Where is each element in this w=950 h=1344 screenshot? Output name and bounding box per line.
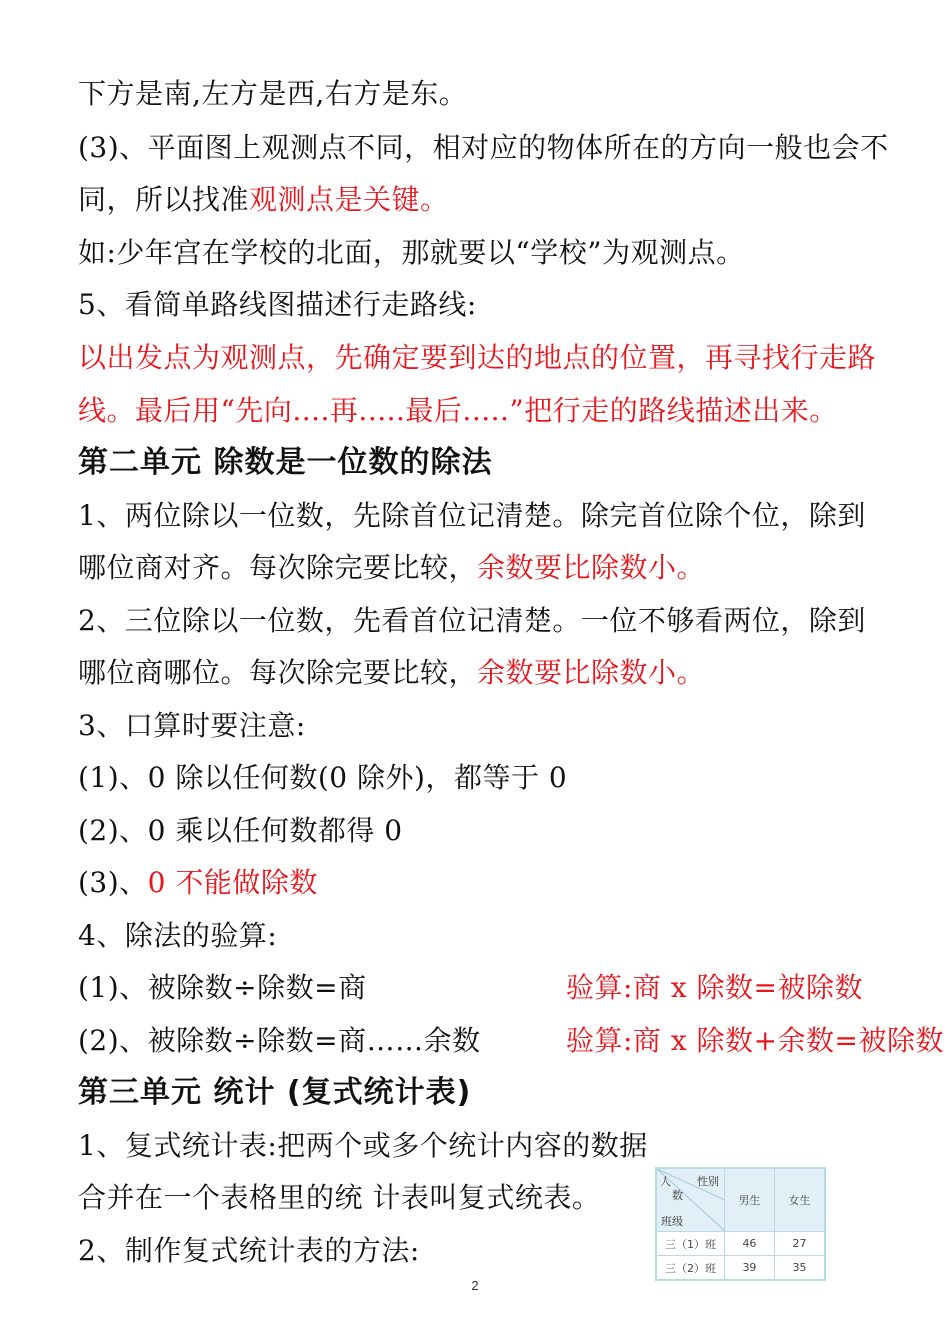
header-class-label: 班级 — [661, 1215, 683, 1228]
text-line: 如:少年宫在学校的北面，那就要以“学校”为观测点。 — [78, 236, 745, 269]
row-label: 三（2）班 — [656, 1256, 724, 1281]
verification-text: 验算:商 x 除数+余数=被除数 — [566, 1024, 944, 1057]
table-cell: 39 — [724, 1256, 774, 1281]
text-line: 3、口算时要注意: — [78, 709, 306, 742]
text-line: (3)、平面图上观测点不同，相对应的物体所在的方向一般也会不 — [78, 131, 889, 164]
table-cell: 27 — [774, 1232, 825, 1256]
text-line: 2、制作复式统计表的方法: — [78, 1234, 420, 1267]
highlight-text: 余数要比除数小。 — [477, 656, 706, 689]
text-line — [78, 1023, 944, 1059]
section-heading: 第二单元 除数是一位数的除法 — [78, 445, 493, 480]
text-line: 下方是南,左方是西,右方是东。 — [78, 77, 468, 110]
highlight-line: 以出发点为观测点，先确定要到达的地点的位置，再寻找行走路 — [78, 341, 877, 374]
header-count-label: 数 — [672, 1189, 683, 1202]
row-label: 三（1）班 — [656, 1232, 724, 1256]
text-segment: (3)、 — [78, 866, 148, 899]
text-line — [78, 182, 449, 218]
highlight-text: 0 不能做除数 — [147, 866, 318, 899]
text-line: 合并在一个表格里的统 计表叫复式统表。 — [78, 1181, 601, 1214]
text-line: 1、两位除以一位数，先除首位记清楚。除完首位除个位，除到 — [78, 499, 866, 532]
text-line — [78, 865, 318, 901]
highlight-text: 观测点是关键。 — [249, 183, 449, 216]
table-cell: 46 — [724, 1232, 774, 1256]
column-header-girls: 女生 — [774, 1168, 825, 1232]
text-line: (1)、0 除以任何数(0 除外)，都等于 0 — [78, 761, 568, 794]
text-segment: 哪位商对齐。每次除完要比较， — [78, 551, 478, 584]
text-line: 1、复式统计表:把两个或多个统计内容的数据 — [78, 1129, 648, 1162]
header-people-label: 人 — [660, 1175, 671, 1188]
text-segment: (2)、被除数÷除数=商……余数 — [78, 1024, 481, 1057]
text-segment: (1)、被除数÷除数=商 — [78, 971, 367, 1004]
text-line — [78, 970, 878, 1006]
text-line: (2)、0 乘以任何数都得 0 — [78, 814, 403, 847]
diagonal-header-cell — [656, 1168, 724, 1232]
section-heading: 第三单元 统计 (复式统计表) — [78, 1075, 472, 1110]
text-line: 4、除法的验算: — [78, 919, 278, 952]
header-gender-label: 性别 — [697, 1175, 719, 1188]
highlight-line: 线。最后用“先向....再.....最后.....”把行走的路线描述出来。 — [78, 394, 838, 427]
verification-text: 验算:商 x 除数=被除数 — [566, 971, 863, 1004]
compound-statistics-table — [655, 1167, 826, 1281]
table-cell: 35 — [774, 1256, 825, 1281]
column-header-boys: 男生 — [724, 1168, 774, 1232]
page-number: 2 — [471, 1278, 479, 1293]
text-segment: 哪位商哪位。每次除完要比较， — [78, 656, 478, 689]
highlight-text: 余数要比除数小。 — [477, 551, 706, 584]
text-line: 2、三位除以一位数，先看首位记清楚。一位不够看两位，除到 — [78, 604, 866, 637]
text-line — [78, 550, 705, 586]
text-line: 5、看简单路线图描述行走路线: — [78, 288, 477, 321]
text-segment: 同，所以找准 — [78, 183, 250, 216]
text-line — [78, 655, 705, 691]
